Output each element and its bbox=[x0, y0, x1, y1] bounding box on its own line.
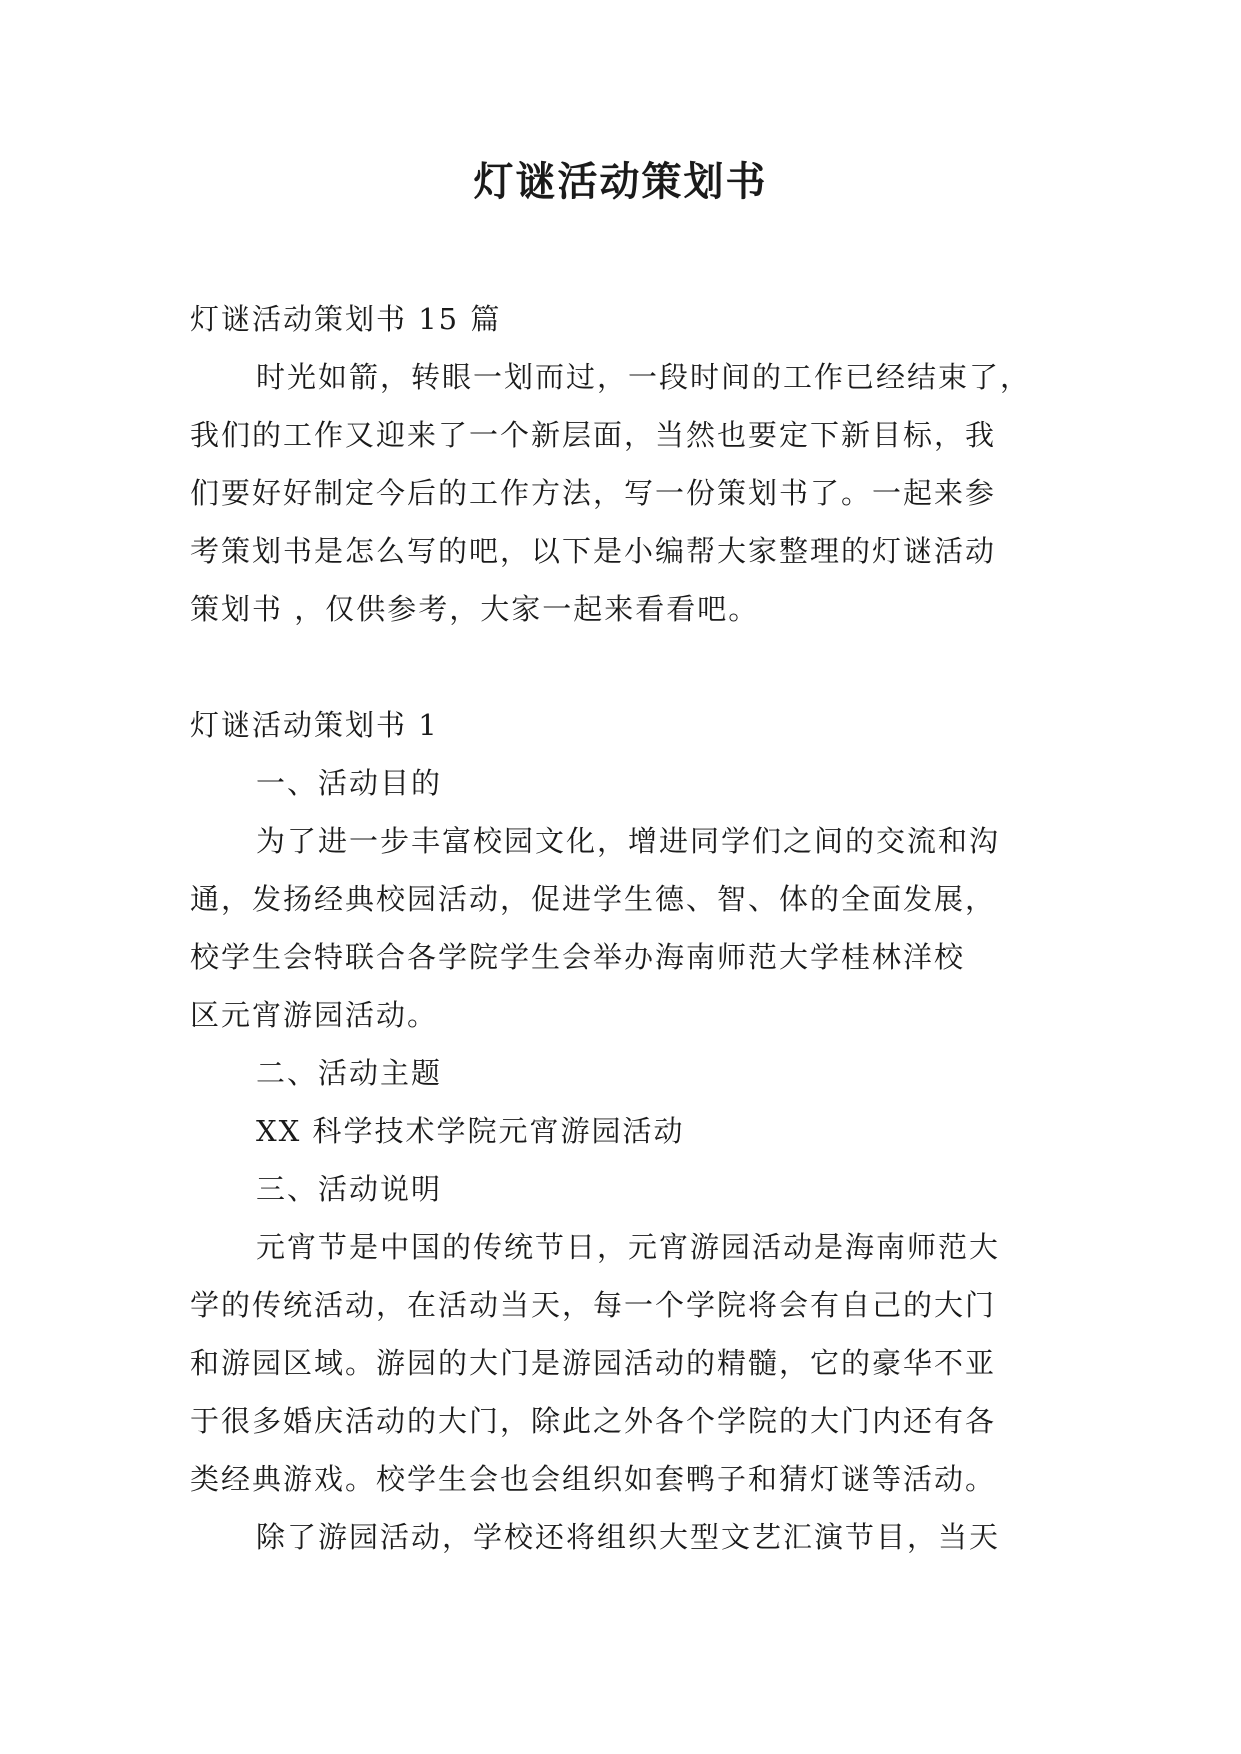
text-line: 通，发扬经典校园活动，促进学生德、智、体的全面发展， bbox=[190, 882, 997, 916]
paragraph-gap bbox=[190, 638, 1060, 696]
text-line: 们要好好制定今后的工作方法，写一份策划书了。一起来参 bbox=[190, 476, 997, 510]
text-line: 校学生会特联合各学院学生会举办海南师范大学桂林洋校 bbox=[190, 940, 966, 974]
document-title: 灯谜活动策划书 bbox=[473, 158, 768, 205]
text-line: 和游园区域。游园的大门是游园活动的精髓，它的豪华不亚 bbox=[190, 1346, 997, 1380]
text-line: 区元宵游园活动。 bbox=[190, 998, 439, 1032]
text-line: 于很多婚庆活动的大门，除此之外各个学院的大门内还有各 bbox=[190, 1404, 997, 1438]
text-line: 为了进一步丰富校园文化，增进同学们之间的交流和沟 bbox=[256, 824, 1001, 858]
text-line: 策划书 ，仅供参考，大家一起来看看吧。 bbox=[190, 592, 760, 626]
text-line: 三、活动说明 bbox=[256, 1172, 443, 1206]
text-line: 一、活动目的 bbox=[256, 766, 443, 800]
text-line: 除了游园活动，学校还将组织大型文艺汇演节目，当天 bbox=[256, 1520, 1001, 1554]
text-line: 灯谜活动策划书 1 bbox=[190, 708, 439, 742]
text-line: 类经典游戏。校学生会也会组织如套鸭子和猜灯谜等活动。 bbox=[190, 1462, 997, 1496]
document-body bbox=[190, 290, 1060, 1566]
text-line: 元宵节是中国的传统节日，元宵游园活动是海南师范大 bbox=[256, 1230, 1001, 1264]
text-line: 灯谜活动策划书 15 篇 bbox=[190, 302, 502, 336]
text-line: 学的传统活动，在活动当天，每一个学院将会有自己的大门 bbox=[190, 1288, 997, 1322]
text-line: 时光如箭，转眼一划而过，一段时间的工作已经结束了， bbox=[256, 360, 1032, 394]
text-line: 二、活动主题 bbox=[256, 1056, 443, 1090]
text-line: 我们的工作又迎来了一个新层面，当然也要定下新目标，我 bbox=[190, 418, 997, 452]
text-line: 考策划书是怎么写的吧，以下是小编帮大家整理的灯谜活动 bbox=[190, 534, 997, 568]
text-line: XX 科学技术学院元宵游园活动 bbox=[256, 1114, 685, 1148]
